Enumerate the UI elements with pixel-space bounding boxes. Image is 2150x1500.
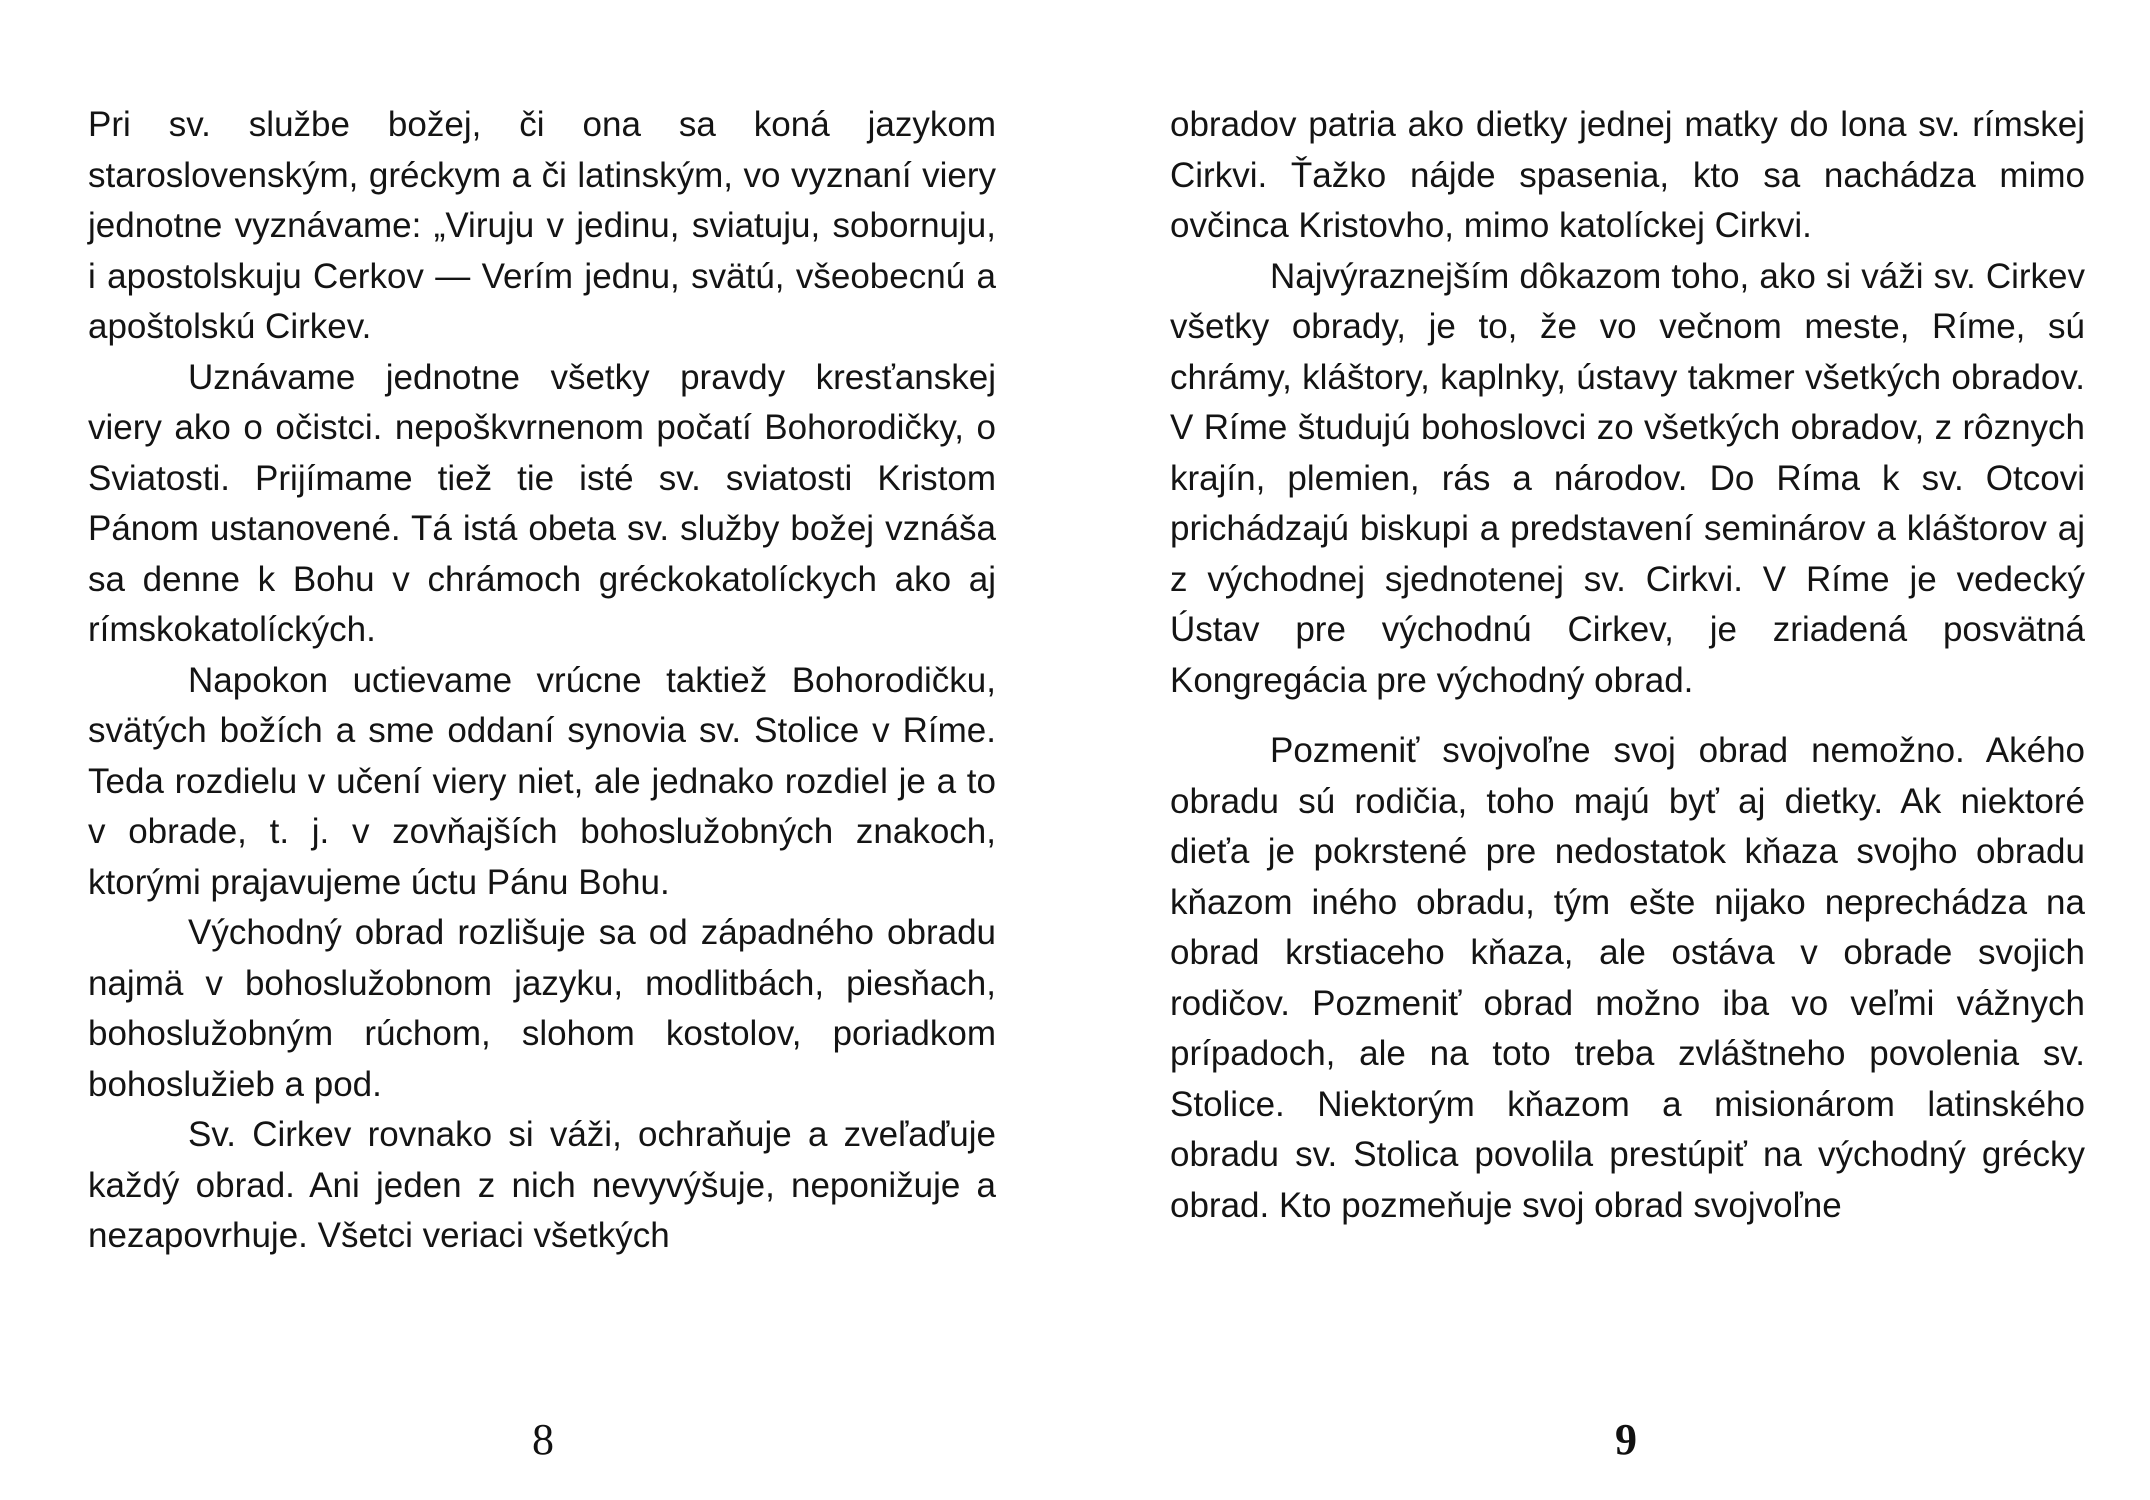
- paragraph: Sv. Cirkev rovnako si váži, ochraňuje a zveľaďuje každý obrad. Ani jeden z nich nevyvýšuje, neponižuje a nezapovrhuje. Všetci veriaci všetkých: [88, 1115, 996, 1255]
- left-page-text: [88, 100, 996, 1262]
- paragraph: obradov patria ako dietky jednej matky do lona sv. rímskej Cirkvi. Ťažko nájde spasenia, kto sa nachádza mimo ovčinca Kristovho, mimo katolíckej Cirkvi.: [1170, 105, 2085, 245]
- paragraph: Uznávame jednotne všetky pravdy kresťanskej viery ako o očistci. nepoškvrnenom počatí Bohorodičky, o Sviatosti. Prijímame tiež tie isté sv. sviatosti Kristom Pánom ustanovené. Tá istá obeta sv. služby božej vznáša sa denne k Bohu v chrámoch gréckokatolíckych ako aj rímskokatolíckých.: [88, 357, 996, 649]
- right-page-text: [1170, 100, 2085, 1231]
- paragraph: Pri sv. službe božej, či ona sa koná jazykom staroslovenským, gréckym a či latinským, vo vyznaní viery jednotne vyznávame: „Viruju v jedinu, sviatuju, sobornuju, i apostolskuju Cerkov — Verím jednu, svätú, všeobecnú a apoštolskú Cirkev.: [88, 105, 996, 346]
- paragraph: Pozmeniť svojvoľne svoj obrad nemožno. Akého obradu sú rodičia, toho majú byť aj dietky. Ak niektoré dieťa je pokrstené pre nedostatok kňaza svojho obradu kňazom iného obradu, tým ešte nijako neprechádza na obrad krstiaceho kňaza, ale ostáva v obrade svojich rodičov. Pozmeniť obrad možno iba vo veľmi vážnych prípadoch, ale na toto treba zvláštneho povolenia sv. Stolice. Niektorým kňazom a misionárom latinského obradu sv. Stolica povolila prestúpiť na východný grécky obrad. Kto pozmeňuje svoj obrad svojvoľne: [1170, 731, 2085, 1225]
- page-number: 9: [1615, 1415, 1637, 1464]
- paragraph: Najvýraznejším dôkazom toho, ako si váži sv. Cirkev všetky obrady, je to, že vo večnom meste, Ríme, sú chrámy, kláštory, kaplnky, ústavy takmer všetkých obradov. V Ríme študujú bohoslovci zo všetkých obradov, z rôznych krajín, plemien, rás a národov. Do Ríma k sv. Otcovi prichádzajú biskupi a predstavení seminárov a kláštorov aj z východnej sjednotenej sv. Cirkvi. V Ríme je vedecký Ústav pre východnú Cirkev, je zriadená posvätná Kongregácia pre východný obrad.: [1170, 256, 2085, 700]
- right-page: [1075, 0, 2150, 1500]
- paragraph: Napokon uctievame vrúcne taktiež Bohorodičku, svätých božích a sme oddaní synovia sv. Stolice v Ríme. Teda rozdielu v učení viery niet, ale jednako rozdiel je a to v obrade, t. j. v zovňajších bohoslužobných znakoch, ktorými prajavujeme úctu Pánu Bohu.: [88, 660, 996, 902]
- paragraph: Východný obrad rozlišuje sa od západného obradu najmä v bohoslužobnom jazyku, modlitbách, piesňach, bohoslužobným rúchom, slohom kostolov, poriadkom bohoslužieb a pod.: [88, 913, 996, 1104]
- page-number: 8: [532, 1415, 554, 1464]
